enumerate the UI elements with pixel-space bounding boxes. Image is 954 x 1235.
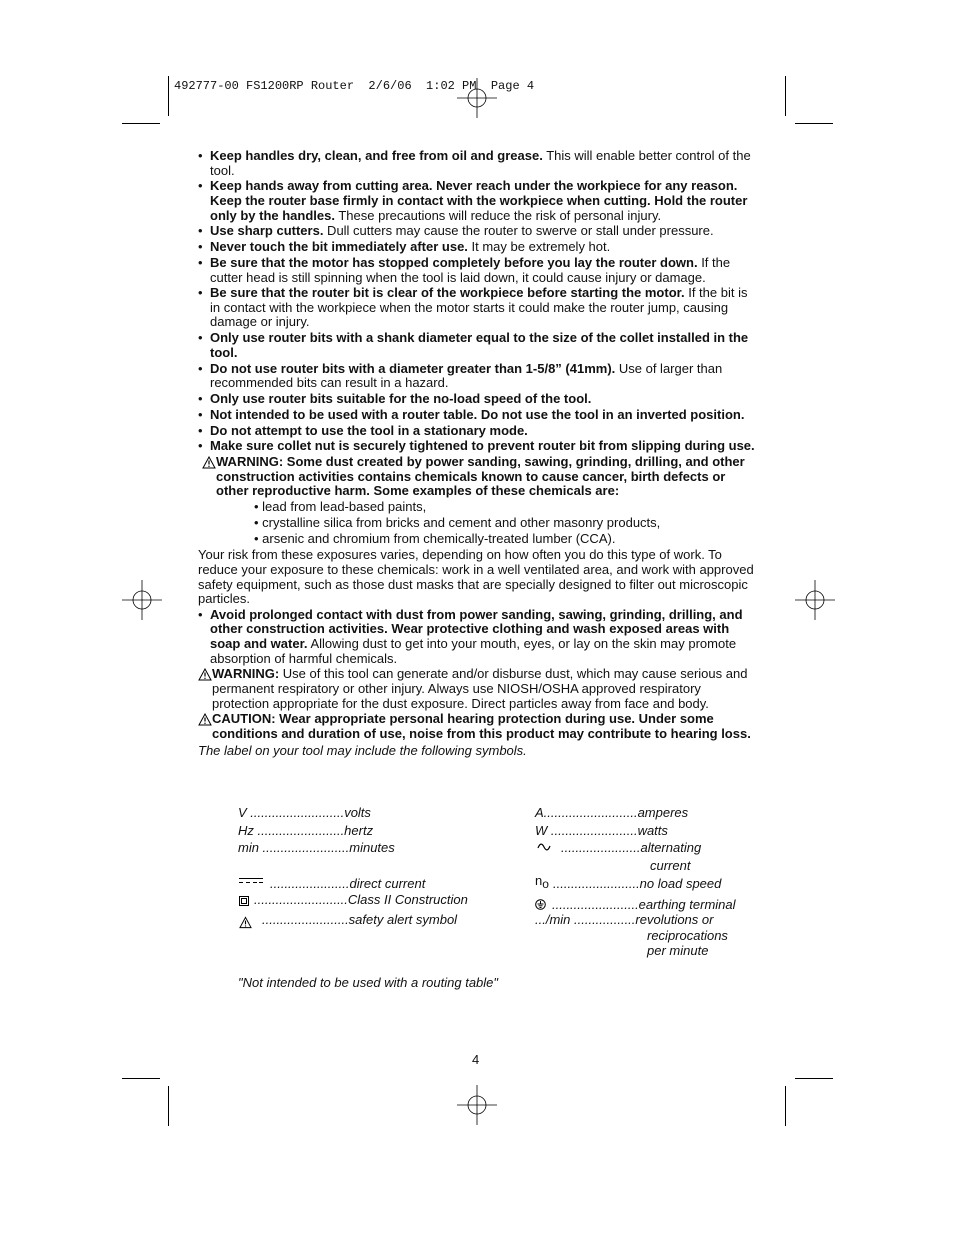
list-item: • Never touch the bit immediately after use. It may be extremely hot. <box>198 239 611 255</box>
list-item: • Keep handles dry, clean, and free from oil and grease. This will enable better control of the tool. <box>198 148 751 178</box>
symbol-class-ii: ..........................Class II Construction <box>254 892 468 907</box>
crop-mark <box>122 1078 160 1079</box>
list-item: • Only use router bits suitable for the no-load speed of the tool. <box>198 391 592 406</box>
symbol-revolutions-line2: reciprocations <box>647 928 728 943</box>
symbol-watts: W ........................watts <box>535 823 668 838</box>
symbols-intro: The label on your tool may include the following symbols. <box>198 743 527 759</box>
registration-mark-icon <box>457 1085 497 1125</box>
print-slug: 492777-00 FS1200RP Router 2/6/06 1:02 PM Page 4 <box>174 79 535 93</box>
safety-bullet-list <box>198 149 760 454</box>
list-item: • lead from lead-based paints, <box>254 499 427 515</box>
list-item: • Do not attempt to use the tool in a stationary mode. <box>198 422 528 438</box>
list-item: • Be sure that the motor has stopped completely before you lay the router down. If the cutter head is still spinning when the tool is laid down, it could cause injury or damage. <box>198 254 731 285</box>
symbol-alternating: ......................alternating <box>561 840 702 855</box>
chemical-list <box>254 500 760 547</box>
symbol-earthing-terminal: ........................earthing terminal <box>552 897 736 912</box>
registration-mark-icon <box>795 580 835 620</box>
crop-mark <box>795 1078 833 1079</box>
symbol-amperes: A..........................amperes <box>535 805 689 820</box>
registration-mark-icon <box>457 78 497 118</box>
risk-paragraph: Your risk from these exposures varies, depending on how often you do this type of work. To reduce your exposure to these chemicals: work in a well ventilated area, and work with approved safety equipment, such as those dust masks that are specially designed to filter out microscopic particles. <box>198 547 754 607</box>
dust-warning: WARNING: Some dust created by power sanding, sawing, grinding, drilling, and other construction activities contains chemicals known to cause cancer, birth defects or other reproductive harm. Some examples of these chemicals are: <box>202 455 760 499</box>
list-item: • Avoid prolonged contact with dust from power sanding, sawing, grinding, drilling, and other construction activities. Wear protective clothing and wash exposed areas with soap and water. Allowing dust to get into your mouth, eyes, or lay on the skin may promote absorption of harmful chemicals. <box>198 606 743 666</box>
list-item: • arsenic and chromium from chemically-treated lumber (CCA). <box>254 531 616 547</box>
symbol-alternating-line2: current <box>650 858 691 873</box>
list-item: • Only use router bits with a shank diameter equal to the size of the collet installed in the tool. <box>198 330 749 360</box>
registration-mark-icon <box>122 580 162 620</box>
symbol-hertz: Hz ........................hertz <box>238 823 374 838</box>
class-two-construction-icon <box>239 896 249 906</box>
respiratory-warning: WARNING: Use of this tool can generate and/or disburse dust, which may cause serious and permanent respiratory or other injury. Always use NIOSH/OSHA approved respiratory protection appropriate for the dust exposure. Direct particles away from face and body. <box>198 667 760 711</box>
no-load-speed-icon: no <box>535 873 549 891</box>
warning-triangle-icon <box>198 713 212 726</box>
safety-content <box>198 149 760 759</box>
crop-mark <box>795 123 833 124</box>
safety-alert-icon <box>239 916 252 929</box>
list-item: • Make sure collet nut is securely tightened to prevent router bit from slipping during use. <box>198 438 755 454</box>
warning-triangle-icon <box>202 456 216 469</box>
symbol-minutes: min ........................minutes <box>238 840 395 855</box>
list-item: • Be sure that the router bit is clear of the workpiece before starting the motor. If the bit is in contact with the workpiece when the motor starts it could make the router jump, causing damage or injury. <box>198 285 748 330</box>
list-item: • Not intended to be used with a router table. Do not use the tool in an inverted position. <box>198 406 745 422</box>
crop-mark <box>785 1086 786 1126</box>
symbol-volts: V ..........................volts <box>238 805 371 820</box>
page-number: 4 <box>472 1052 480 1067</box>
symbol-revolutions: .../min .................revolutions or <box>535 912 714 927</box>
earthing-terminal-icon <box>535 899 546 910</box>
list-item: • crystalline silica from bricks and cement and other masonry products, <box>254 515 661 531</box>
crop-mark <box>122 123 160 124</box>
alternating-current-icon <box>537 842 551 852</box>
list-item: • Use sharp cutters. Dull cutters may cause the router to swerve or stall under pressure. <box>198 223 714 239</box>
crop-mark <box>168 1086 169 1126</box>
list-item: • Keep hands away from cutting area. Never reach under the workpiece for any reason. Keep the router base firmly in contact with the workpiece when cutting. Hold the router only by the handles. These precautions will reduce the risk of personal injury. <box>198 178 748 223</box>
hearing-caution: CAUTION: Wear appropriate personal hearing protection during use. Under some conditions and duration of use, noise from this product may contribute to hearing loss. <box>198 712 760 741</box>
crop-mark <box>785 76 786 116</box>
list-item: • Do not use router bits with a diameter greater than 1-5/8” (41mm). Use of larger than recommended bits can result in a hazard. <box>198 360 723 391</box>
symbol-direct-current: ......................direct current <box>270 876 426 891</box>
symbol-no-load-speed: ........................no load speed <box>553 876 722 891</box>
warning-triangle-icon <box>198 668 212 681</box>
symbol-revolutions-line3: per minute <box>647 943 709 958</box>
routing-table-note: "Not intended to be used with a routing table" <box>238 975 499 990</box>
crop-mark <box>168 76 169 116</box>
symbol-safety-alert: ........................safety alert symbol <box>262 912 458 927</box>
direct-current-icon <box>239 877 263 885</box>
